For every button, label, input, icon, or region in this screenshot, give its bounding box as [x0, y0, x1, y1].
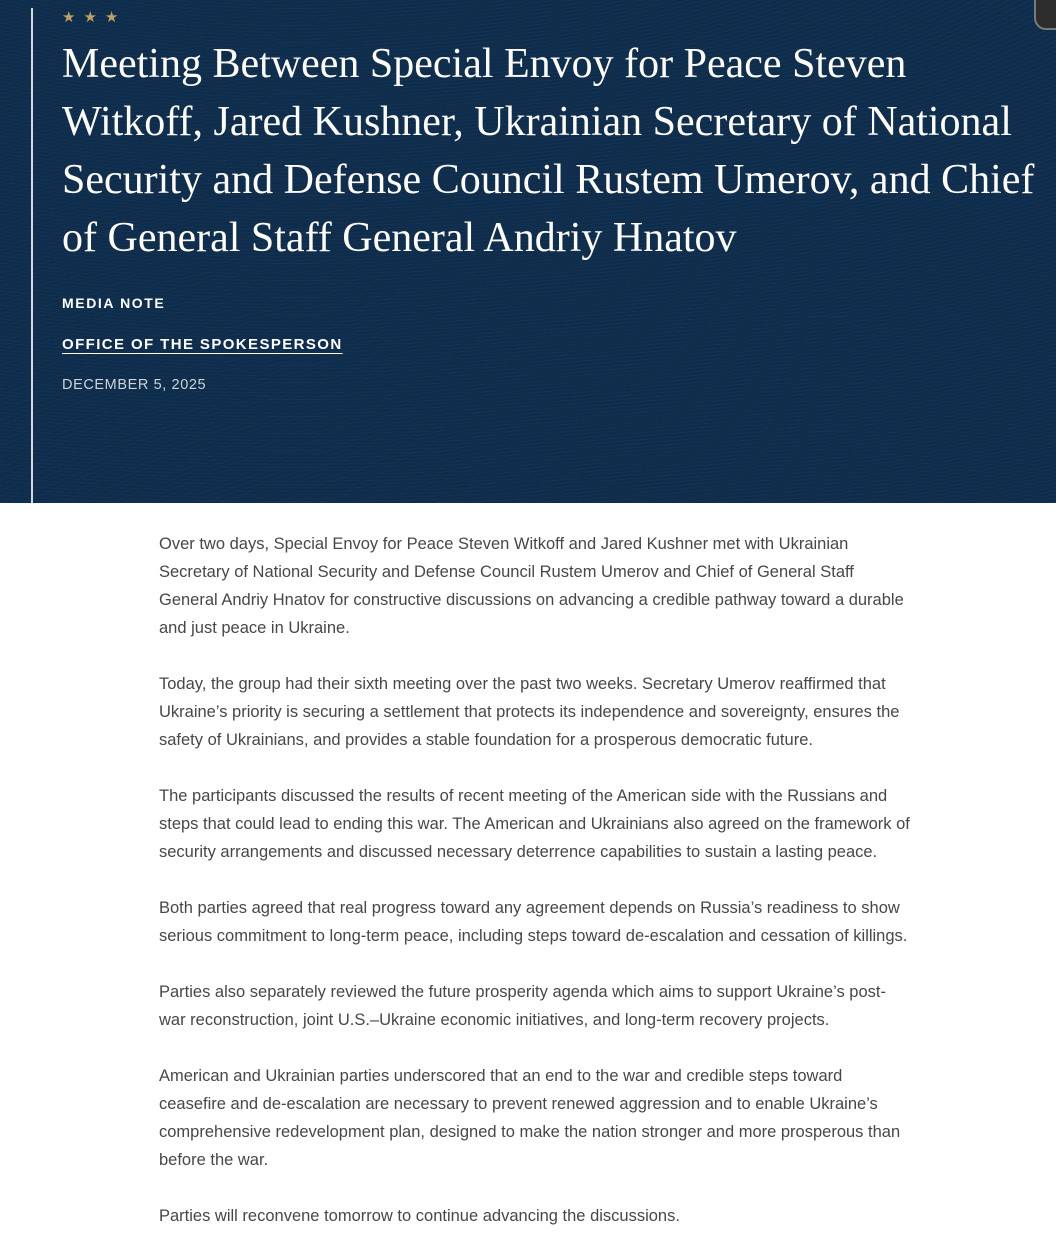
media-note-label: MEDIA NOTE: [62, 295, 166, 311]
corner-widget-button[interactable]: [1034, 0, 1056, 30]
article-body: [0, 503, 1056, 1234]
article-paragraph: American and Ukrainian parties underscored that an end to the war and credible steps toward ceasefire and de-escalation are necessary to prevent renewed aggression and to enable Ukraine’s comprehensive redevelopment plan, designed to make the nation stronger and more prosperous than before the war.: [159, 1067, 901, 1169]
hero-content: [0, 0, 1056, 393]
article-paragraph: Parties will reconvene tomorrow to continue advancing the discussions.: [159, 1207, 680, 1225]
article-paragraph: Both parties agreed that real progress toward any agreement depends on Russia’s readiness to show serious commitment to long-term peace, including steps toward de-escalation and cessation of killings.: [159, 899, 908, 945]
office-of-the-spokesperson-link[interactable]: OFFICE OF THE SPOKESPERSON: [62, 336, 343, 353]
article-paragraph: The participants discussed the results of recent meeting of the American side with the Russians and steps that could lead to ending this war. The American and Ukrainians also agreed on the framework of security arrangements and discussed necessary deterrence capabilities to sustain a lasting peace.: [159, 787, 910, 861]
article-paragraph: Over two days, Special Envoy for Peace Steven Witkoff and Jared Kushner met with Ukrainian Secretary of National Security and Defense Council Rustem Umerov and Chief of General Staff General Andriy Hnatov for constructive discussions on advancing a credible pathway toward a durable and just peace in Ukraine.: [159, 535, 904, 637]
three-stars-icon: ★★★: [62, 9, 127, 26]
page-title: Meeting Between Special Envoy for Peace Steven Witkoff, Jared Kushner, Ukrainian Secretary of National Security and Defense Council Rustem Umerov, and Chief of General Staff General Andriy Hnatov: [62, 41, 1035, 261]
article-paragraph: Today, the group had their sixth meeting over the past two weeks. Secretary Umerov reaffirmed that Ukraine’s priority is securing a settlement that protects its independence and sovereignty, ensures the safety of Ukrainians, and provides a stable foundation for a prosperous democratic future.: [159, 675, 900, 749]
article-paragraph: Parties also separately reviewed the future prosperity agenda which aims to support Ukraine’s post-war reconstruction, joint U.S.–Ukraine economic initiatives, and long-term recovery projects.: [159, 983, 886, 1029]
publish-date: DECEMBER 5, 2025: [62, 377, 207, 393]
hero-banner: [0, 0, 1056, 503]
